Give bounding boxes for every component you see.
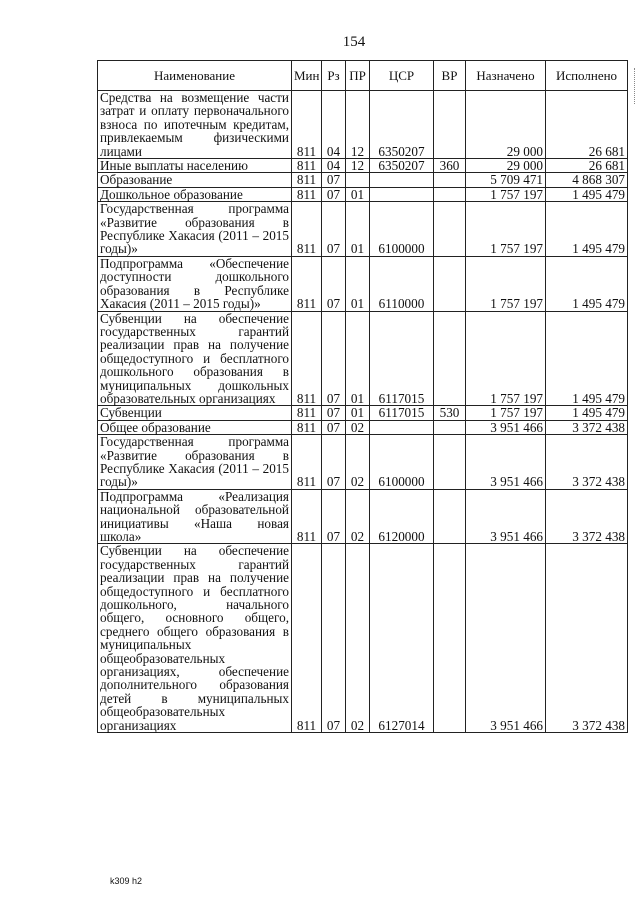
cell-executed: 3 372 438 (546, 435, 628, 490)
cell-executed: 26 681 (546, 91, 628, 159)
cell-vr (434, 202, 466, 257)
cell-rz: 07 (322, 256, 346, 311)
cell-assigned: 3 951 466 (466, 489, 546, 544)
cell-min: 811 (292, 187, 322, 201)
cell-rz: 07 (322, 406, 346, 420)
cell-vr (434, 544, 466, 733)
cell-csr: 6350207 (370, 159, 434, 173)
cell-vr (434, 311, 466, 406)
cell-csr: 6100000 (370, 435, 434, 490)
table-row (98, 256, 628, 311)
cell-assigned: 29 000 (466, 91, 546, 159)
cell-pr: 01 (346, 187, 370, 201)
col-header-pr: ПР (346, 61, 370, 91)
cell-vr (434, 420, 466, 434)
cell-min: 811 (292, 173, 322, 187)
cell-assigned: 29 000 (466, 159, 546, 173)
page-number: 154 (342, 34, 366, 50)
cell-pr: 01 (346, 202, 370, 257)
cell-executed: 1 495 479 (546, 256, 628, 311)
table-row (98, 406, 628, 420)
cell-assigned: 3 951 466 (466, 544, 546, 733)
footer-code: k309 h2 (110, 876, 143, 886)
cell-vr (434, 256, 466, 311)
cell-min: 811 (292, 91, 322, 159)
cell-pr: 02 (346, 489, 370, 544)
cell-csr: 6117015 (370, 406, 434, 420)
cell-min: 811 (292, 435, 322, 490)
cell-pr: 01 (346, 256, 370, 311)
cell-rz: 04 (322, 91, 346, 159)
table-row (98, 173, 628, 187)
cell-executed: 1 495 479 (546, 187, 628, 201)
cell-rz: 07 (322, 173, 346, 187)
cell-csr: 6127014 (370, 544, 434, 733)
cell-csr: 6110000 (370, 256, 434, 311)
cell-assigned: 3 951 466 (466, 435, 546, 490)
col-header-name: Наименование (98, 61, 292, 91)
table-header-row (98, 61, 628, 91)
table-row (98, 544, 628, 733)
cell-executed: 3 372 438 (546, 420, 628, 434)
cell-pr: 12 (346, 159, 370, 173)
cell-name: Субвенции на обеспечение государственных гарантий реализации прав на получение общедоступного и бесплатного дошкольного, начального общего, основного общего, среднего общего образования в муниципальных общеобразовательных организациях, обеспечение дополнительного образования детей в муниципальных общеобразовательных организациях (98, 544, 292, 733)
cell-rz: 07 (322, 420, 346, 434)
cell-vr (434, 173, 466, 187)
cell-rz: 07 (322, 202, 346, 257)
cell-assigned: 3 951 466 (466, 420, 546, 434)
cell-min: 811 (292, 420, 322, 434)
cell-min: 811 (292, 256, 322, 311)
cell-name: Подпрограмма «Обеспечение доступности дошкольного образования в Республике Хакасия (2011 – 2015 годы)» (98, 256, 292, 311)
cell-name: Иные выплаты населению (98, 159, 292, 173)
cell-csr: 6100000 (370, 202, 434, 257)
edge-mark (634, 68, 638, 104)
cell-rz: 07 (322, 311, 346, 406)
cell-executed: 4 868 307 (546, 173, 628, 187)
cell-name: Государственная программа «Развитие образования в Республике Хакасия (2011 – 2015 годы)» (98, 202, 292, 257)
table-row (98, 187, 628, 201)
cell-vr: 530 (434, 406, 466, 420)
cell-name: Общее образование (98, 420, 292, 434)
cell-rz: 04 (322, 159, 346, 173)
cell-csr: 6120000 (370, 489, 434, 544)
cell-executed: 1 495 479 (546, 406, 628, 420)
budget-table (97, 60, 628, 733)
table-row (98, 91, 628, 159)
cell-rz: 07 (322, 435, 346, 490)
cell-executed: 3 372 438 (546, 489, 628, 544)
col-header-assigned: Назначено (466, 61, 546, 91)
cell-pr (346, 173, 370, 187)
cell-name: Дошкольное образование (98, 187, 292, 201)
cell-vr: 360 (434, 159, 466, 173)
cell-pr: 02 (346, 544, 370, 733)
cell-pr: 02 (346, 420, 370, 434)
cell-executed: 1 495 479 (546, 202, 628, 257)
cell-name: Субвенции (98, 406, 292, 420)
cell-rz: 07 (322, 187, 346, 201)
cell-name: Государственная программа «Развитие образования в Республике Хакасия (2011 – 2015 годы)» (98, 435, 292, 490)
cell-min: 811 (292, 202, 322, 257)
cell-vr (434, 489, 466, 544)
cell-pr: 01 (346, 311, 370, 406)
cell-name: Образование (98, 173, 292, 187)
table-row (98, 311, 628, 406)
cell-csr (370, 187, 434, 201)
cell-executed: 26 681 (546, 159, 628, 173)
cell-vr (434, 435, 466, 490)
col-header-vr: ВР (434, 61, 466, 91)
cell-executed: 3 372 438 (546, 544, 628, 733)
cell-csr (370, 173, 434, 187)
col-header-executed: Исполнено (546, 61, 628, 91)
cell-pr: 02 (346, 435, 370, 490)
col-header-min: Мин (292, 61, 322, 91)
cell-assigned: 1 757 197 (466, 202, 546, 257)
table-row (98, 159, 628, 173)
cell-rz: 07 (322, 489, 346, 544)
cell-min: 811 (292, 406, 322, 420)
cell-min: 811 (292, 311, 322, 406)
cell-pr: 01 (346, 406, 370, 420)
table-row (98, 202, 628, 257)
cell-pr: 12 (346, 91, 370, 159)
table-row (98, 489, 628, 544)
cell-vr (434, 187, 466, 201)
cell-name: Подпрограмма «Реализация национальной образовательной инициативы «Наша новая школа» (98, 489, 292, 544)
table-row (98, 420, 628, 434)
cell-csr: 6117015 (370, 311, 434, 406)
col-header-csr: ЦСР (370, 61, 434, 91)
cell-assigned: 1 757 197 (466, 406, 546, 420)
cell-executed: 1 495 479 (546, 311, 628, 406)
cell-rz: 07 (322, 544, 346, 733)
cell-min: 811 (292, 544, 322, 733)
table-row (98, 435, 628, 490)
cell-name: Субвенции на обеспечение государственных гарантий реализации прав на получение общедоступного и бесплатного дошкольного образования в муниципальных дошкольных образовательных организациях (98, 311, 292, 406)
cell-min: 811 (292, 489, 322, 544)
cell-assigned: 1 757 197 (466, 311, 546, 406)
cell-assigned: 1 757 197 (466, 187, 546, 201)
cell-assigned: 1 757 197 (466, 256, 546, 311)
cell-min: 811 (292, 159, 322, 173)
col-header-rz: Рз (322, 61, 346, 91)
cell-name: Средства на возмещение части затрат и оплату первоначального взноса по ипотечным кредитам, привлекаемым физическими лицами (98, 91, 292, 159)
cell-csr (370, 420, 434, 434)
cell-csr: 6350207 (370, 91, 434, 159)
cell-vr (434, 91, 466, 159)
cell-assigned: 5 709 471 (466, 173, 546, 187)
